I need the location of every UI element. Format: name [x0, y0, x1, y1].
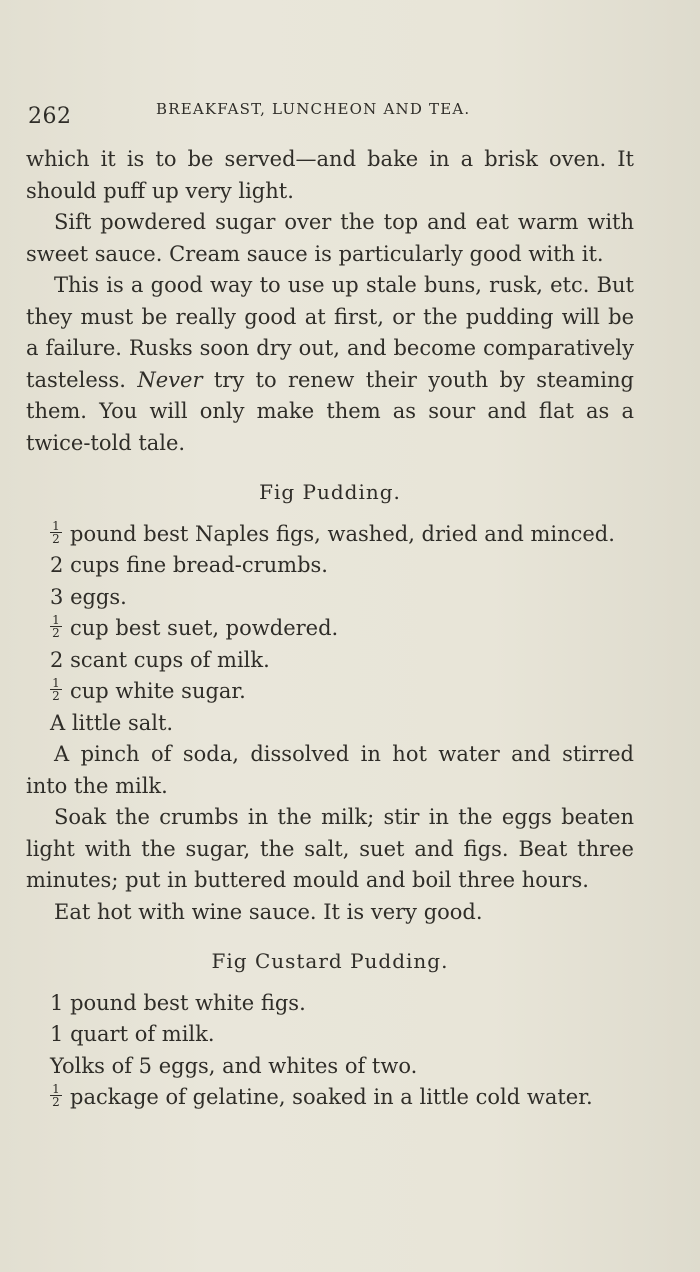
ingredient-qty: 1 [50, 1022, 64, 1046]
ingredient-line [50, 519, 634, 551]
ingredient-qty: 1 [50, 990, 64, 1015]
ingredient-line [50, 550, 634, 582]
fraction-half: $\frac{1}{2}$ [50, 1084, 62, 1107]
fraction-half: $\frac{1}{2}$ [50, 678, 62, 701]
page-header [28, 98, 628, 128]
ingredient-line [50, 988, 634, 1020]
fig-pudding-method: Soak the crumbs in the milk; stir in the eggs beaten light with the sugar, the salt, suet and figs. Beat three minutes; put in buttered mould and boil three hours. [26, 805, 634, 892]
ingredient-text: A little salt. [50, 710, 174, 735]
ingredient-text: quart of milk. [70, 1022, 215, 1046]
fig-pudding-ingredients [26, 519, 634, 740]
ingredient-text: cup best suet, powdered. [70, 616, 339, 640]
ingredient-qty: 3 [50, 584, 64, 609]
intro-paragraph-2: Sift powdered sugar over the top and eat warm with sweet sauce. Cream sauce is particularly good with it. [26, 210, 634, 266]
intro-paragraph-3 [26, 270, 634, 459]
ingredient-line [50, 613, 634, 645]
fraction-half: $\frac{1}{2}$ [50, 521, 62, 544]
ingredient-line [50, 708, 634, 740]
intro-paragraph-3-text-b: try to renew their youth by steaming them. You will only make them as sour and flat as a twice-told tale. [26, 367, 634, 455]
fig-pudding-serve: Eat hot with wine sauce. It is very good. [54, 899, 483, 924]
ingredient-qty: 2 [50, 553, 64, 577]
ingredient-text: scant cups of milk. [70, 647, 270, 672]
ingredient-line [50, 676, 634, 708]
ingredient-line [50, 1051, 634, 1083]
running-head: BREAKFAST, LUNCHEON AND TEA. [156, 100, 471, 118]
ingredient-qty: 2 [50, 647, 64, 672]
page-body [26, 144, 634, 1114]
ingredient-text: eggs. [70, 584, 127, 609]
ingredient-text: cups fine bread-crumbs. [70, 553, 328, 577]
fraction-half: $\frac{1}{2}$ [50, 615, 62, 638]
intro-paragraph-3-text-a: This is a good way to use up stale buns, rusk, etc. But they must be really good at first, or the pudding will be a failure. Rusks soon dry out, and become comparatively tasteless. [26, 273, 634, 392]
ingredient-line [50, 1019, 634, 1051]
ingredient-line [50, 582, 634, 614]
ingredient-text: package of gelatine, soaked in a little cold water. [70, 1085, 593, 1109]
recipe-title-fig-pudding: Fig Pudding. [259, 480, 401, 504]
ingredient-line [50, 645, 634, 677]
ingredient-text: cup white sugar. [70, 679, 246, 703]
fig-custard-ingredients [26, 988, 634, 1114]
ingredient-text: pound best Naples figs, washed, dried and minced. [70, 521, 615, 546]
emphasis-never: Never [137, 367, 203, 392]
recipe-title-fig-custard-pudding: Fig Custard Pudding. [211, 949, 449, 973]
ingredient-line [50, 1082, 634, 1114]
fig-pudding-soda: A pinch of soda, dissolved in hot water and stirred into the milk. [26, 742, 634, 798]
ingredient-text: pound best white figs. [70, 990, 306, 1015]
intro-paragraph-1: which it is to be served—and bake in a brisk oven. It should puff up very light. [26, 147, 634, 203]
ingredient-text: Yolks of 5 eggs, and whites of two. [50, 1053, 418, 1078]
page-number: 262 [28, 104, 72, 129]
